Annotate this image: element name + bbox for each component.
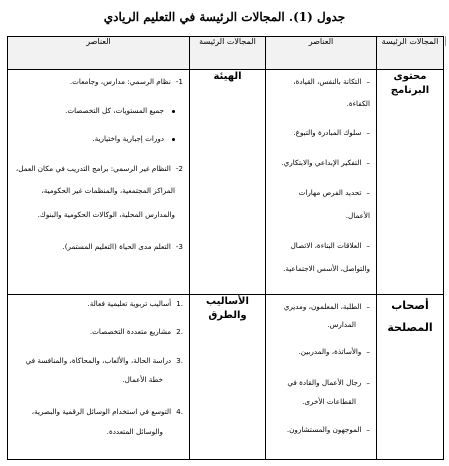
header-elements-a: العناصر bbox=[266, 37, 377, 70]
list-item: المراكز المجتمعية، والمنظمات غير الحكومية، bbox=[41, 186, 175, 195]
domain-stakeholders bbox=[377, 295, 444, 460]
table-caption: جدول (1). المجالات الرئيسة في التعليم الريادي bbox=[103, 10, 346, 24]
list-item: –تحديد الفرص مهارات bbox=[298, 188, 370, 197]
list-item: 1-نظام الرسمي: مدارس، وجامعات. bbox=[69, 77, 183, 86]
list-item: القطاعات الأخرى. bbox=[302, 397, 356, 406]
table-row bbox=[8, 70, 444, 295]
domain-methods: الأساليب والطرق bbox=[190, 295, 266, 460]
list-item: 3-التعلم مدى الحياة (التعليم المستمر). bbox=[62, 242, 183, 251]
header-domain-a: المجالات الرئيسة bbox=[377, 37, 444, 70]
page-edge-mark bbox=[445, 36, 449, 46]
list-item: جميع المستويات، كل التخصصات. bbox=[14, 102, 175, 120]
list-item: .2مشاريع متعددة التخصصات. bbox=[89, 327, 183, 336]
elements-methods bbox=[8, 295, 190, 460]
list-item: الكفاءة. bbox=[346, 99, 370, 108]
list-item: .3دراسة الحالة، والألعاب، والمحاكاة، والمنافسة في bbox=[25, 356, 183, 365]
list-item: والتواصل، الأسس الاجتماعية. bbox=[283, 264, 370, 273]
bullet-icon bbox=[172, 138, 175, 141]
domain-institution: الهيئة bbox=[190, 70, 266, 295]
list-item: خطة الأعمال. bbox=[122, 375, 163, 384]
table-row bbox=[8, 295, 444, 460]
list-item: –رجال الأعمال والقادة في bbox=[287, 378, 370, 387]
list-item: 2-النظام غير الرسمي: برامج التدريب في مكان العمل، bbox=[15, 164, 183, 173]
list-item: .1أساليب تربوية تعليمية فعالة. bbox=[87, 299, 183, 308]
list-item: والوسائل المتعددة. bbox=[106, 427, 163, 436]
list-item: –الطلبة، المعلمون، ومديري bbox=[283, 302, 370, 311]
list-item: –التفكير الإبداعي والابتكاري. bbox=[281, 158, 370, 167]
domain-program-content: محتوى البرنامج bbox=[377, 70, 444, 295]
list-item: .4التوسع في استخدام الوسائل الرقمية والبصرية، bbox=[31, 407, 183, 416]
list-item: –الموجهون والمستشارون. bbox=[286, 425, 370, 434]
elements-institution bbox=[8, 70, 190, 295]
header-elements-b: العناصر bbox=[8, 37, 190, 70]
header-domain-b: المجالات الرئيسة bbox=[190, 37, 266, 70]
domain-stakeholders-line2: المصلحة bbox=[387, 321, 433, 334]
list-item: –التكانة بالنفس، القيادة، bbox=[293, 77, 370, 86]
list-item: والمدارس المحلية، الوكالات الحكومية والبنوك. bbox=[37, 210, 175, 219]
elements-program-content bbox=[266, 70, 377, 295]
elements-stakeholders bbox=[266, 295, 377, 460]
list-item: –العلاقات البناءة، الاتصال bbox=[290, 241, 370, 250]
list-item: –سلوك المبادرة والتبوغ. bbox=[293, 128, 370, 137]
bullet-icon bbox=[172, 110, 175, 113]
domain-stakeholders-line1: أصحاب bbox=[391, 299, 429, 312]
list-item: دورات إجبارية واختيارية. bbox=[14, 130, 175, 148]
list-item: الأعمال. bbox=[345, 211, 370, 220]
list-item: المدارس. bbox=[327, 320, 356, 329]
entrepreneurship-domains-table bbox=[7, 36, 444, 460]
table-header-row bbox=[8, 37, 444, 70]
list-item: –والأساتذة، والمدربين. bbox=[298, 347, 370, 356]
